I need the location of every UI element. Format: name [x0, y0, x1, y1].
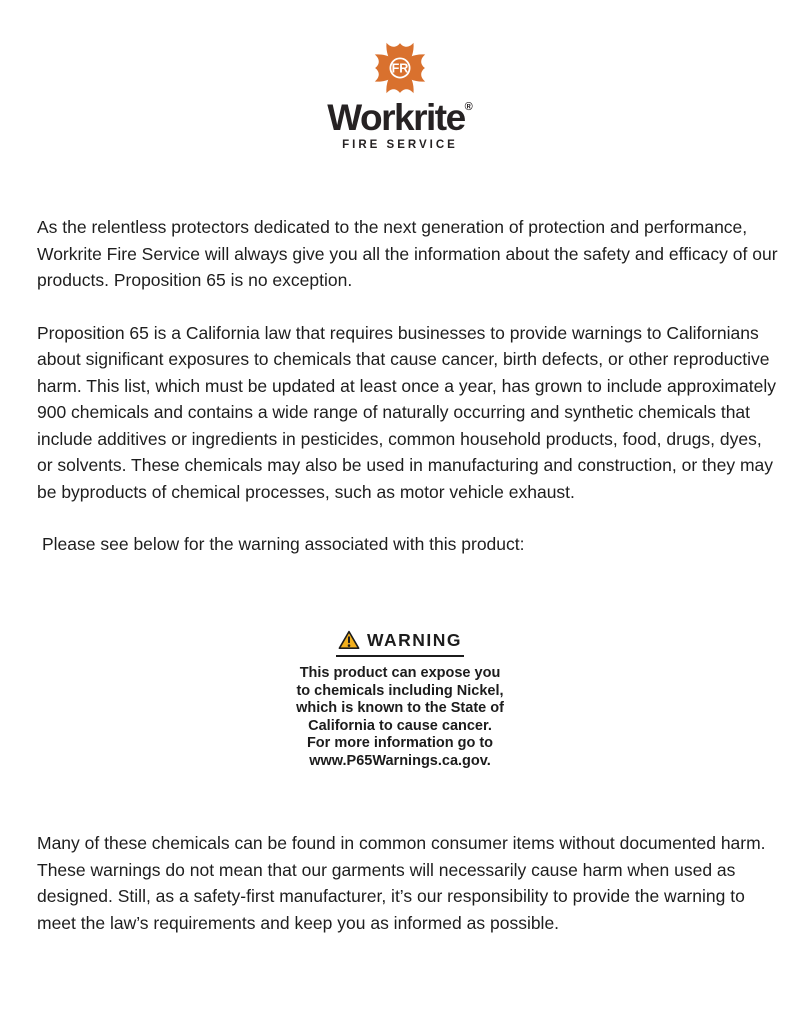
warning-line p65-url: www.P65Warnings.ca.gov. — [309, 752, 491, 769]
warning-title: WARNING — [366, 629, 463, 650]
body-copy — [37, 214, 779, 558]
fire-maltese-cross-icon — [369, 38, 431, 98]
warning-triangle-icon — [338, 630, 360, 650]
warning-line: California to cause cancer. — [308, 717, 492, 734]
warning-line: This product can expose you — [299, 665, 501, 681]
paragraph-closing: Many of these chemicals can be found in common consumer items without documented harm. These warnings do not mean that our garments will necessarily cause harm when used as designed. Still, as a safety-first manufacturer, it’s our responsibility to provide the warning to meet the law’s requirements and keep you as informed as possible. — [37, 833, 766, 933]
warning-text — [280, 665, 520, 770]
paragraph-intro: As the relentless protectors dedicated to the next generation of protection and performance, Workrite Fire Service will always give you all the information about the safety and efficacy of our products. Proposition 65 is no exception. — [37, 217, 778, 290]
warning-line: to chemicals including Nickel, — [296, 682, 504, 699]
closing-copy — [37, 830, 779, 936]
warning-line: which is known to the State of — [296, 700, 504, 716]
brand-name: Workrite — [327, 97, 465, 138]
warning-header — [280, 630, 520, 651]
paragraph-see-below: Please see below for the warning associated with this product: — [42, 534, 525, 554]
badge-fr-text: FR — [391, 61, 409, 76]
prop65-warning-label — [280, 630, 520, 771]
brand-tagline: FIRE SERVICE — [342, 139, 458, 151]
registered-trademark-symbol: ® — [464, 101, 473, 113]
warning-line: For more information go to — [306, 735, 494, 751]
warning-divider — [336, 655, 464, 658]
brand-logo — [0, 0, 800, 151]
paragraph-prop65: Proposition 65 is a California law that requires businesses to provide warnings to Californians about significant exposures to chemicals that cause cancer, birth defects, or other reproductive harm. This list, which must be updated at least once a year, has grown to include approximately 900 chemicals and contains a wide range of naturally occurring and synthetic chemicals that include additives or ingredients in pesticides, common household products, food, drugs, dyes, or solvents. These chemicals may also be used in manufacturing and construction, or they may be byproducts of chemical processes, such as motor vehicle exhaust. — [37, 322, 776, 502]
brand-wordmark — [0, 99, 800, 136]
